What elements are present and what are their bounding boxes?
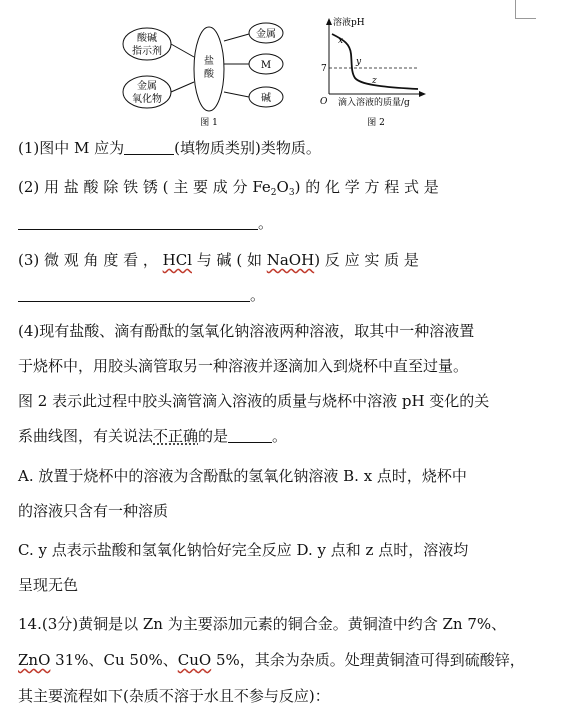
q1-text-b: (填物质类别)类物质。 xyxy=(174,139,321,157)
q4-line-3: 图 2 表示此过程中胶头滴管滴入溶液的质量与烧杯中溶液 pH 变化的关 xyxy=(18,392,490,410)
q4-line-2: 于烧杯中，用胶头滴管取另一种溶液并逐滴加入到烧杯中直至过量。 xyxy=(18,357,469,375)
fig2-point-x: x xyxy=(338,36,344,46)
option-d-continued: 呈现无色 xyxy=(18,576,79,594)
fig2-point-y: y xyxy=(356,57,362,67)
q3-naoh: NaOH xyxy=(266,251,315,269)
q3-text-a: (3) 微 观 角 度 看 ， xyxy=(18,251,158,269)
q4-line-1: (4)现有盐酸、滴有酚酞的氢氧化钠溶液两种溶液，取其中一种溶液置 xyxy=(18,322,475,340)
q4-text-a: 系曲线图，有关说法 xyxy=(18,427,154,445)
figure-2 xyxy=(318,14,430,129)
q3-hcl: HCl xyxy=(162,251,192,269)
option-b-continued: 的溶液只含有一种溶质 xyxy=(18,502,169,520)
page-corner-mark xyxy=(515,0,536,19)
fig1-left-bottom-line2: 氧化物 xyxy=(132,94,162,105)
q4-answer-blank[interactable] xyxy=(228,427,272,443)
q2-line xyxy=(18,176,439,198)
q2-text: (2) 用 盐 酸 除 铁 锈 ( 主 要 成 分 Fe xyxy=(18,178,271,196)
fig1-right-2-label: M xyxy=(260,60,272,71)
q14-cuo: CuO xyxy=(177,651,212,669)
q14-zno: ZnO xyxy=(18,651,51,669)
q3-text-c: ) 反 应 实 质 是 xyxy=(314,251,419,269)
q14-line-1: 14.(3分)黄铜是以 Zn 为主要添加元素的铜合金。黄铜渣中约含 Zn 7%、 xyxy=(18,615,507,633)
fig1-center-line2: 酸 xyxy=(204,69,214,80)
figure-1 xyxy=(118,14,298,129)
q4-emphasis: 不正确 xyxy=(153,427,199,445)
q14-text-a: 31%、Cu 50%、 xyxy=(50,651,178,669)
fig1-center-line1: 盐 xyxy=(204,56,214,67)
q2-period: 。 xyxy=(258,214,274,232)
q4-line-4 xyxy=(18,425,287,446)
q1-answer-blank[interactable] xyxy=(124,139,174,155)
q2-answer-line xyxy=(18,212,273,233)
fig2-y7-label: 7 xyxy=(321,64,327,74)
fig2-xlabel: 滴入溶液的质量/g xyxy=(338,98,410,108)
fig1-left-top-line2: 指示剂 xyxy=(132,46,162,57)
q14-text-b: 5%，其余为杂质。处理黄铜渣可得到硫酸锌， xyxy=(211,651,525,669)
q2-o: O xyxy=(276,178,289,196)
q14-line-2 xyxy=(18,649,525,670)
fig2-point-z: z xyxy=(372,76,377,86)
q3-text-b: 与 碱 ( 如 xyxy=(196,251,262,269)
fig1-caption: 图 1 xyxy=(200,118,218,128)
option-cd-line: C. y 点表示盐酸和氢氧化钠恰好完全反应 D. y 点和 z 点时，溶液均 xyxy=(18,541,469,559)
q2-text-end: ) 的 化 学 方 程 式 是 xyxy=(294,178,439,196)
q4-text-c: 的是 xyxy=(198,427,229,445)
q2-sub-3: 3 xyxy=(288,188,295,198)
fig1-right-3-label: 碱 xyxy=(261,93,271,104)
q3-answer-blank[interactable] xyxy=(18,286,250,302)
q3-line xyxy=(18,249,419,270)
fig2-ylabel: 溶液pH xyxy=(333,18,365,28)
option-ab-line: A. 放置于烧杯中的溶液为含酚酞的氢氧化钠溶液 B. x 点时，烧杯中 xyxy=(18,467,467,485)
q3-answer-line xyxy=(18,284,265,305)
fig1-left-top-line1: 酸碱 xyxy=(137,33,157,44)
q1-text-a: (1)图中 M 应为 xyxy=(18,139,125,157)
q3-period: 。 xyxy=(250,286,266,304)
fig1-right-1-label: 金属 xyxy=(256,29,276,40)
fig2-caption: 图 2 xyxy=(367,118,385,128)
fig2-origin: O xyxy=(320,97,328,107)
q4-period: 。 xyxy=(272,427,288,445)
q14-line-3: 其主要流程如下(杂质不溶于水且不参与反应)： xyxy=(18,687,330,705)
q2-answer-blank[interactable] xyxy=(18,214,258,230)
fig1-left-bottom-line1: 金属 xyxy=(137,81,157,92)
q1-line xyxy=(18,137,321,158)
q2-sub-2: 2 xyxy=(270,188,277,198)
